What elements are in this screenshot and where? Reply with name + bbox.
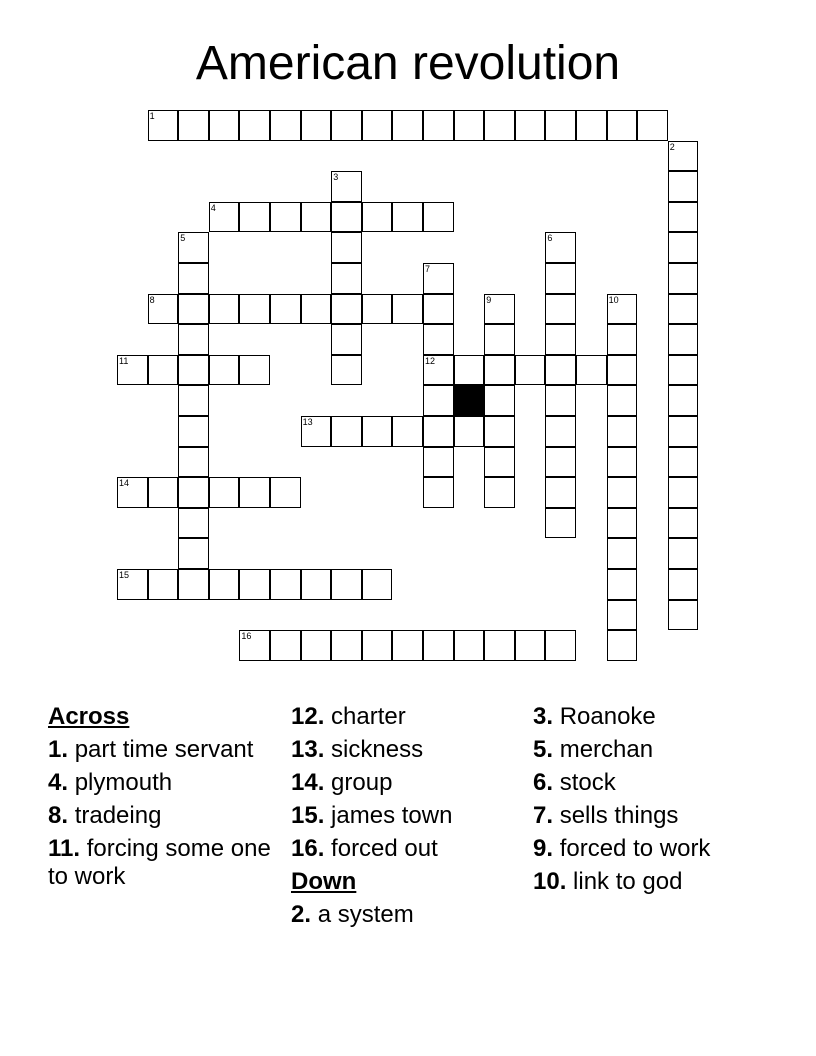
grid-cell[interactable]: [148, 294, 179, 325]
puzzle-title: American revolution: [195, 37, 621, 90]
grid-cell[interactable]: [576, 110, 607, 141]
grid-cell[interactable]: [454, 110, 485, 141]
grid-cell[interactable]: [607, 355, 638, 386]
clue-across-11: 11. forcing some one to work: [48, 835, 271, 890]
grid-cell[interactable]: [515, 355, 546, 386]
grid-cell[interactable]: [148, 355, 179, 386]
cell-number: 1: [149, 111, 155, 121]
grid-cell[interactable]: [607, 385, 638, 416]
grid-cell[interactable]: [607, 416, 638, 447]
grid-cell[interactable]: [423, 385, 454, 416]
grid-cell[interactable]: [301, 294, 332, 325]
grid-cell[interactable]: [239, 294, 270, 325]
clue-down-2: 2. a system: [291, 901, 414, 928]
grid-cell[interactable]: [668, 600, 699, 631]
grid-cell[interactable]: [545, 232, 576, 263]
clue-down-5: 5. merchan: [533, 736, 654, 763]
grid-cell[interactable]: [545, 477, 576, 508]
grid-cell[interactable]: [362, 416, 393, 447]
grid-cell[interactable]: [362, 202, 393, 233]
grid-cell[interactable]: [148, 110, 179, 141]
grid-cell[interactable]: [178, 416, 209, 447]
grid-cell[interactable]: [515, 630, 546, 661]
grid-cell[interactable]: [423, 355, 454, 386]
grid-cell[interactable]: [117, 355, 148, 386]
grid-cell[interactable]: [392, 630, 423, 661]
grid-cell[interactable]: [362, 630, 393, 661]
clue-across-1: 1. part time servant: [48, 736, 254, 763]
grid-cell[interactable]: [484, 416, 515, 447]
grid-cell[interactable]: [484, 630, 515, 661]
grid-cell[interactable]: [239, 355, 270, 386]
cell-number: 15: [119, 570, 130, 580]
grid-cell[interactable]: [392, 110, 423, 141]
grid-cell[interactable]: [545, 630, 576, 661]
grid-cell[interactable]: [423, 202, 454, 233]
grid-cell[interactable]: [668, 447, 699, 478]
clue-down-3: 3. Roanoke: [533, 703, 656, 730]
cell-number: 2: [669, 141, 675, 152]
grid-cell[interactable]: [668, 324, 699, 355]
grid-cell[interactable]: [270, 477, 301, 508]
grid-cell[interactable]: [331, 630, 362, 661]
grid-cell[interactable]: [148, 477, 179, 508]
grid-cell[interactable]: [423, 416, 454, 447]
grid-cell[interactable]: [331, 324, 362, 355]
grid-cell[interactable]: [178, 324, 209, 355]
black-cell: [454, 385, 485, 416]
grid-cell[interactable]: [209, 202, 240, 233]
grid-cell[interactable]: [484, 447, 515, 478]
cell-number: 4: [210, 202, 216, 213]
grid-cell[interactable]: [454, 355, 485, 386]
grid-cell[interactable]: [484, 324, 515, 355]
grid-cell[interactable]: [362, 569, 393, 600]
grid-cell[interactable]: [423, 630, 454, 661]
grid-cell[interactable]: [239, 569, 270, 600]
grid-cell[interactable]: [484, 355, 515, 386]
grid-cell[interactable]: [607, 477, 638, 508]
grid-cell[interactable]: [178, 232, 209, 263]
grid-cell[interactable]: [607, 600, 638, 631]
grid-cell[interactable]: [331, 171, 362, 202]
grid-cell[interactable]: [668, 202, 699, 233]
clue-across-14: 14. group: [291, 769, 393, 796]
grid-cell[interactable]: [515, 110, 546, 141]
clue-down-6: 6. stock: [533, 769, 616, 796]
grid-cell[interactable]: [178, 508, 209, 539]
clue-down-9: 9. forced to work: [533, 835, 711, 862]
grid-cell[interactable]: [423, 263, 454, 294]
grid-cell[interactable]: [423, 110, 454, 141]
grid-cell[interactable]: [668, 294, 699, 325]
grid-cell[interactable]: [545, 416, 576, 447]
grid-cell[interactable]: [545, 447, 576, 478]
grid-cell[interactable]: [270, 630, 301, 661]
grid-cell[interactable]: [607, 569, 638, 600]
grid-cell[interactable]: [209, 569, 240, 600]
grid-cell[interactable]: [178, 263, 209, 294]
grid-cell[interactable]: [484, 385, 515, 416]
grid-cell[interactable]: [331, 263, 362, 294]
grid-cell[interactable]: [607, 538, 638, 569]
grid-cell[interactable]: [178, 447, 209, 478]
grid-cell[interactable]: [331, 202, 362, 233]
grid-cell[interactable]: [148, 569, 179, 600]
grid-cell[interactable]: [484, 110, 515, 141]
grid-cell[interactable]: [545, 110, 576, 141]
cell-number: 11: [119, 355, 129, 366]
grid-cell[interactable]: [454, 630, 485, 661]
grid-cell[interactable]: [362, 294, 393, 325]
grid-cell[interactable]: [331, 110, 362, 141]
down-header: Down: [291, 868, 357, 895]
clue-across-8: 8. tradeing: [48, 802, 162, 829]
cell-number: 3: [333, 172, 339, 183]
grid-cell[interactable]: [178, 477, 209, 508]
grid-cell[interactable]: [607, 508, 638, 539]
grid-cell[interactable]: [270, 294, 301, 325]
clue-column-2: [291, 703, 516, 934]
grid-cell[interactable]: [607, 110, 638, 141]
grid-cell[interactable]: [545, 324, 576, 355]
across-header: Across: [48, 703, 130, 730]
grid-cell[interactable]: [668, 477, 699, 508]
grid-cell[interactable]: [545, 385, 576, 416]
cell-number: 14: [119, 478, 130, 489]
grid-cell[interactable]: [178, 294, 209, 325]
grid-cell[interactable]: [331, 232, 362, 263]
grid-cell[interactable]: [209, 355, 240, 386]
grid-cell[interactable]: [607, 324, 638, 355]
grid-cell[interactable]: [668, 569, 699, 600]
grid-cell[interactable]: [545, 355, 576, 386]
grid-cell[interactable]: [239, 477, 270, 508]
grid-cell[interactable]: [392, 294, 423, 325]
grid-cell[interactable]: [484, 477, 515, 508]
grid-cell[interactable]: [484, 294, 515, 325]
grid-cell[interactable]: [423, 324, 454, 355]
grid-cell[interactable]: [209, 477, 240, 508]
clue-across-16: 16. forced out: [291, 835, 438, 862]
grid-cell[interactable]: [545, 263, 576, 294]
grid-cell[interactable]: [331, 355, 362, 386]
grid-cell[interactable]: [178, 110, 209, 141]
grid-cell[interactable]: [301, 630, 332, 661]
grid-cell[interactable]: [117, 569, 148, 600]
grid-cell[interactable]: [668, 385, 699, 416]
grid-cell[interactable]: [668, 508, 699, 539]
clue-column-3: [533, 703, 758, 901]
grid-cell[interactable]: [607, 447, 638, 478]
grid-cell[interactable]: [545, 294, 576, 325]
grid-cell[interactable]: [668, 232, 699, 263]
cell-number: 5: [180, 233, 186, 244]
cell-number: 7: [425, 264, 431, 274]
grid-cell[interactable]: [668, 141, 699, 172]
cell-number: 13: [302, 417, 313, 427]
grid-cell[interactable]: [392, 202, 423, 233]
cell-number: 10: [608, 294, 619, 305]
cell-number: 6: [547, 233, 553, 244]
grid-cell[interactable]: [178, 355, 209, 386]
clue-across-4: 4. plymouth: [48, 769, 173, 796]
cell-number: 8: [149, 294, 155, 305]
grid-cell[interactable]: [209, 294, 240, 325]
clue-across-12: 12. charter: [291, 703, 406, 730]
grid-cell[interactable]: [362, 110, 393, 141]
grid-cell[interactable]: [668, 416, 699, 447]
grid-cell[interactable]: [178, 385, 209, 416]
grid-cell[interactable]: [117, 477, 148, 508]
grid-cell[interactable]: [239, 202, 270, 233]
grid-cell[interactable]: [178, 538, 209, 569]
clue-across-13: 13. sickness: [291, 736, 424, 763]
grid-cell[interactable]: [301, 110, 332, 141]
grid-cell[interactable]: [392, 416, 423, 447]
grid-cell[interactable]: [270, 110, 301, 141]
grid-cell[interactable]: [239, 110, 270, 141]
cell-number: 12: [425, 355, 436, 366]
grid-cell[interactable]: [178, 569, 209, 600]
grid-cell[interactable]: [301, 202, 332, 233]
clue-down-10: 10. link to god: [533, 868, 683, 895]
grid-cell[interactable]: [239, 630, 270, 661]
grid-cell[interactable]: [270, 202, 301, 233]
clue-across-15: 15. james town: [291, 802, 453, 829]
grid-cell[interactable]: [668, 263, 699, 294]
grid-cell[interactable]: [270, 569, 301, 600]
grid-cell[interactable]: [423, 294, 454, 325]
grid-cell[interactable]: [545, 508, 576, 539]
grid-cell[interactable]: [331, 416, 362, 447]
grid-cell[interactable]: [607, 630, 638, 661]
grid-cell[interactable]: [454, 416, 485, 447]
grid-cell[interactable]: [331, 569, 362, 600]
grid-cell[interactable]: [607, 294, 638, 325]
grid-cell[interactable]: [637, 110, 668, 141]
cell-number: 16: [241, 631, 252, 642]
clue-column-1: [48, 703, 273, 896]
grid-cell[interactable]: [301, 416, 332, 447]
grid-cell[interactable]: [668, 538, 699, 569]
grid-cell[interactable]: [209, 110, 240, 141]
grid-cell[interactable]: [668, 355, 699, 386]
grid-cell[interactable]: [576, 355, 607, 386]
grid-cell[interactable]: [423, 477, 454, 508]
grid-cell[interactable]: [331, 294, 362, 325]
cell-number: 9: [486, 294, 492, 305]
grid-cell[interactable]: [423, 447, 454, 478]
grid-cell[interactable]: [668, 171, 699, 202]
grid-cell[interactable]: [301, 569, 332, 600]
clue-down-7: 7. sells things: [533, 802, 679, 829]
